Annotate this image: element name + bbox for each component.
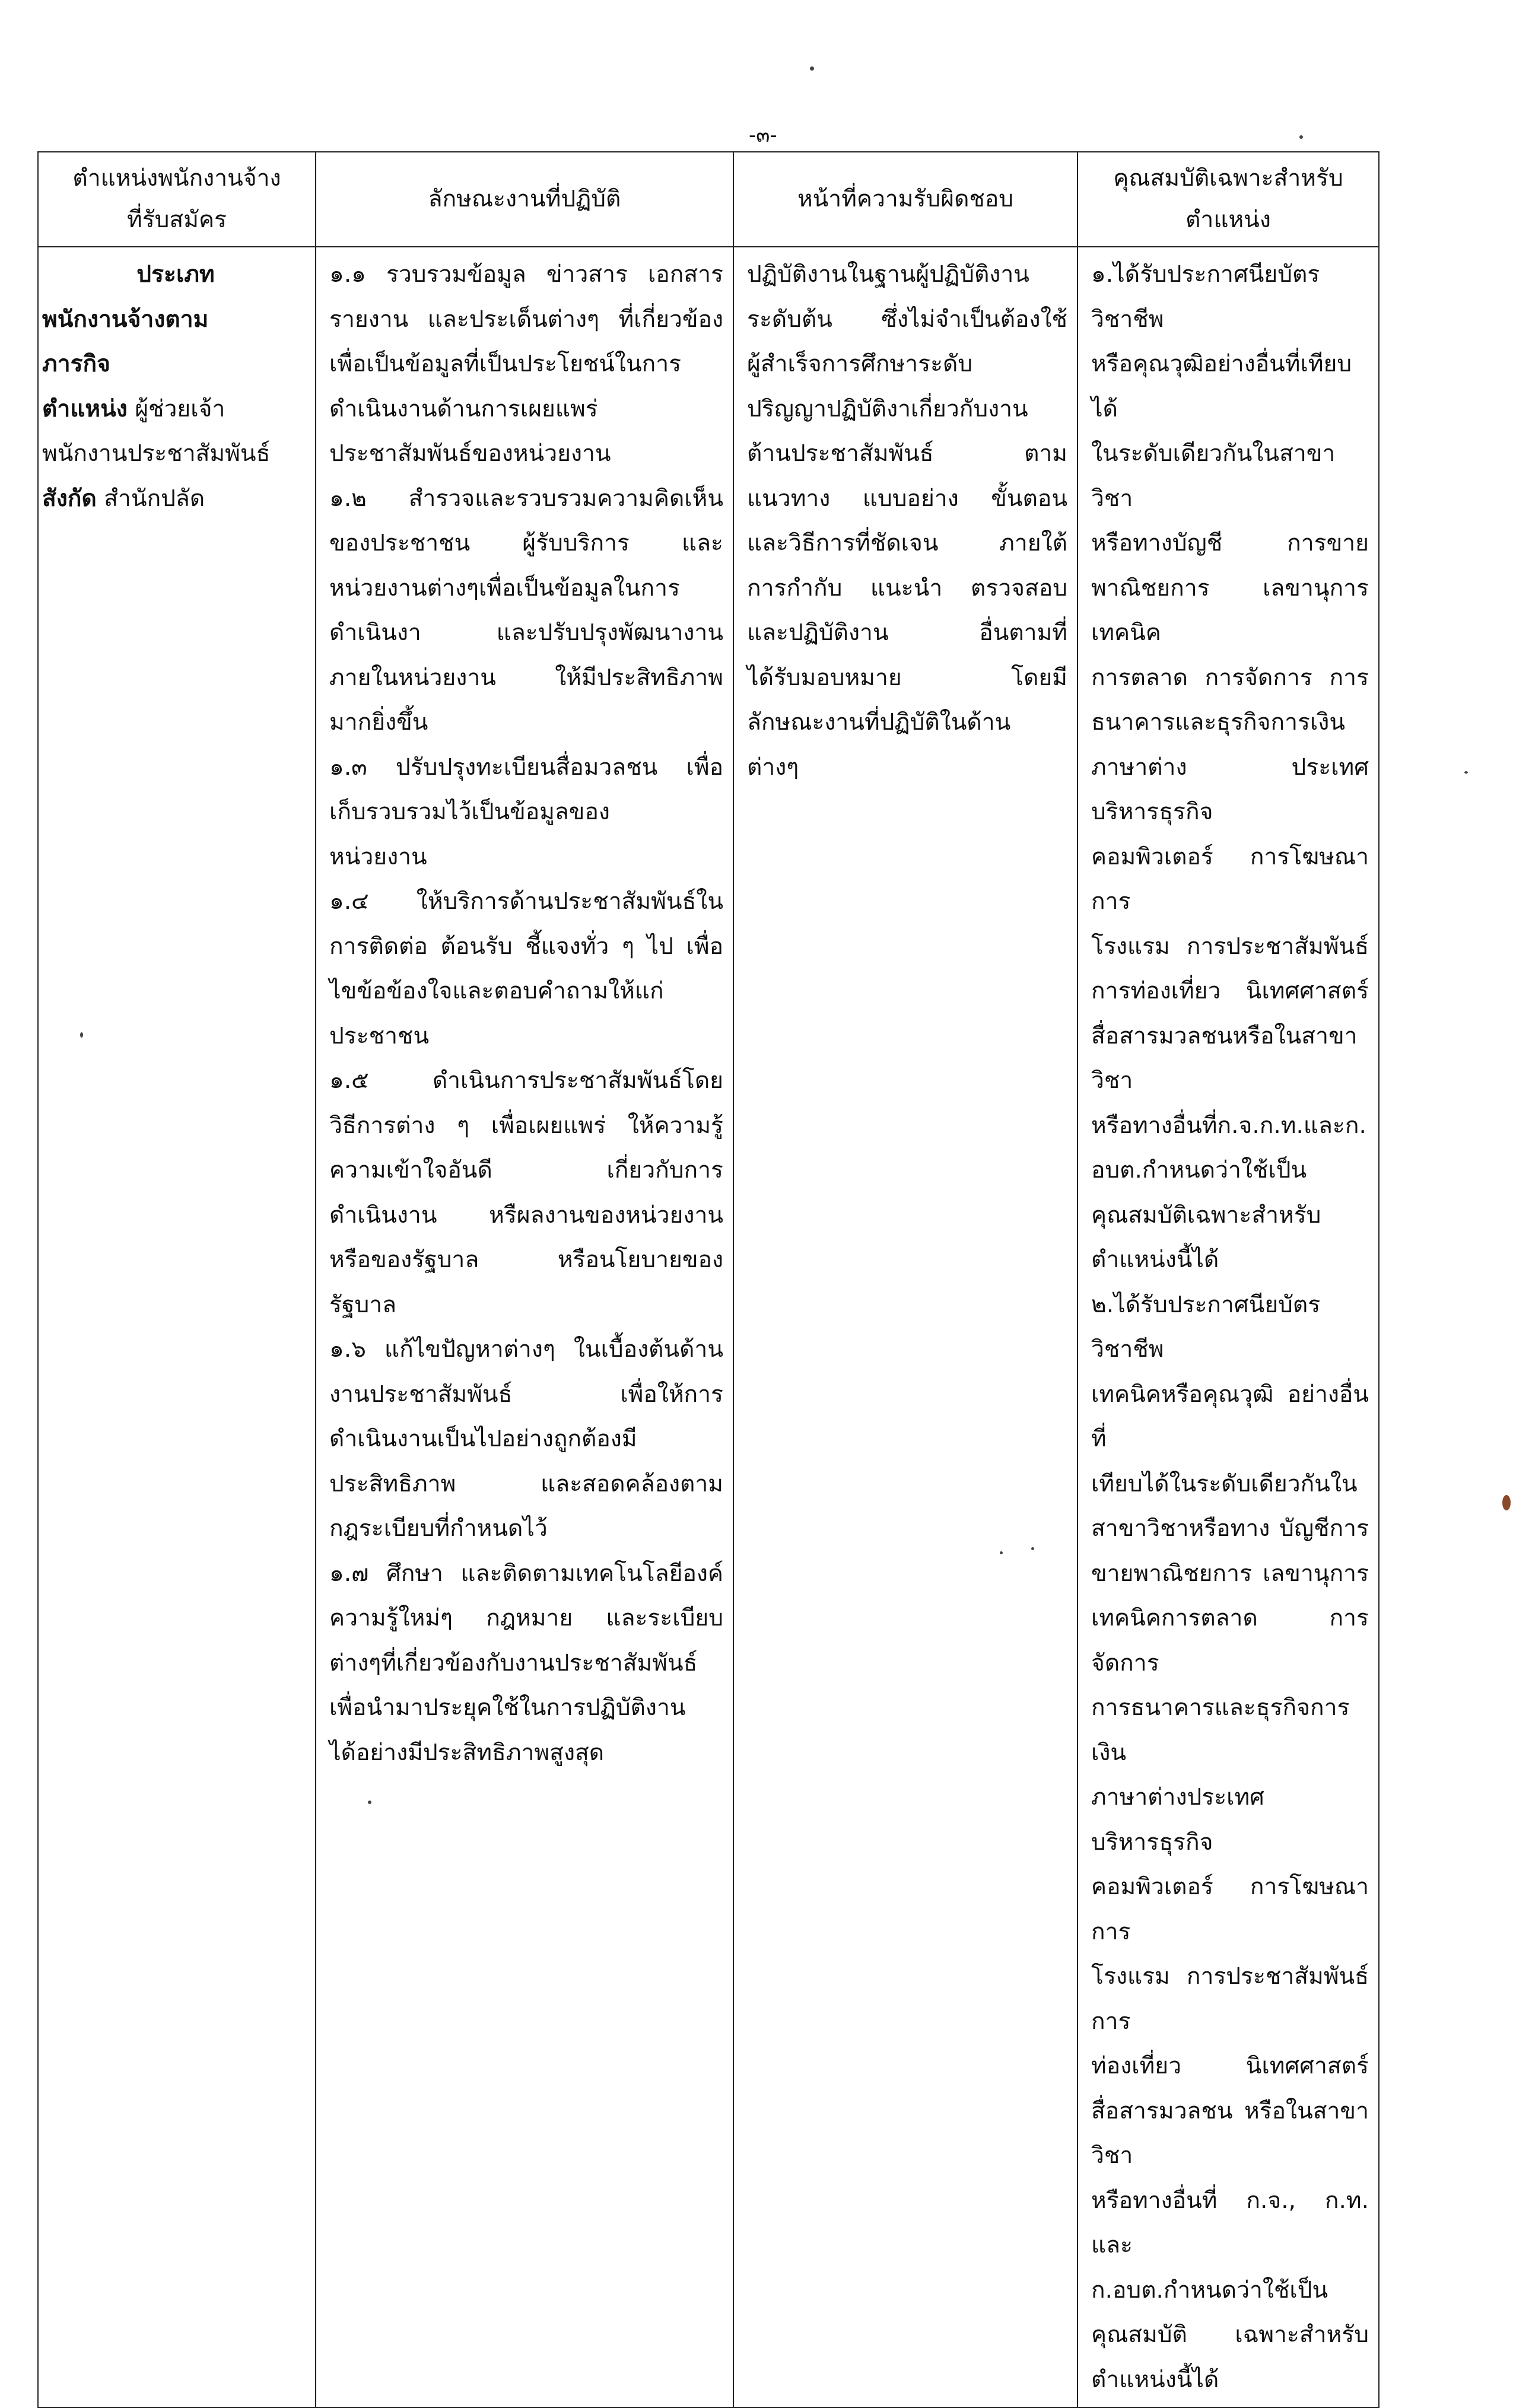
cell-line: ดำเนินงานเป็นไปอย่างถูกต้องมี [329,1426,637,1452]
cell-line: ต่างๆที่เกี่ยวข้องกับงานประชาสัมพันธ์ [329,1649,698,1677]
responsibilities-cell [733,247,1077,2407]
recruitment-table [37,151,1380,2408]
position-type-value-line [42,342,309,387]
cell-line: การกำกับ แนะนำ ตรวจสอบ [747,574,1067,602]
cell-line: ประชาสัมพันธ์ของหน่วยงาน [329,440,611,467]
cell-line: ได้อย่างมีประสิทธิภาพสูงสุด [329,1739,605,1766]
cell-line: การท่องเที่ยว นิเทศศาสตร์ [1091,978,1369,1004]
header-job-description: ลักษณะงานที่ปฏิบัติ [316,152,733,247]
cell-line: ความเข้าใจอันดี เกี่ยวกับการ [329,1157,723,1184]
cell-line: หรือทางอื่นที่ก.จ.ก.ท.และก. [1091,1112,1366,1139]
cell-line: รายงาน และประเด็นต่างๆ ที่เกี่ยวข้อง [329,306,723,333]
position-cell [38,247,316,2407]
job-description-cell [316,247,733,2407]
affiliation-value: สำนักปลัด [104,485,205,512]
position-name-line [42,387,309,432]
cell-line: ได้รับมอบหมาย โดยมี [747,664,1067,691]
scan-speck [80,1032,83,1038]
header-position: ตำแหน่งพนักงานจ้าง ที่รับสมัคร [38,152,316,247]
cell-line: หรือของรัฐบาล หรือนโยบายของ [329,1246,723,1273]
cell-line: คอมพิวเตอร์ การโฆษณา การ [1091,843,1369,915]
cell-line: การตลาด การจัดการ การ [1091,664,1369,691]
cell-line: ภาษาต่าง ประเทศบริหารธุรกิจ [1091,753,1369,825]
cell-line: ในระดับเดียวกันในสาขาวิชา [1091,440,1336,512]
cell-line: คอมพิวเตอร์ การโฆษณา การ [1091,1873,1369,1945]
cell-line: คุณสมบัติเฉพาะสำหรับ [1091,1201,1321,1229]
cell-line: ประสิทธิภาพ และสอดคล้องตาม [329,1470,723,1497]
cell-line: ระดับต้น ซึ่งไม่จำเป็นต้องใช้ [747,306,1067,333]
cell-line: การติดต่อ ต้อนรับ ชี้แจงทั่ว ๆ ไป เพื่อ [329,933,723,960]
cell-line: ดำเนินงา และปรับปรุงพัฒนางาน [329,619,723,646]
scan-speck [368,1801,371,1804]
position-name-line [42,431,309,476]
cell-line: กฎระเบียบที่กำหนดไว้ [329,1515,548,1542]
cell-line: คุณสมบัติ เฉพาะสำหรับ [1091,2321,1369,2348]
position-name-label: ตำแหน่ง [42,395,128,422]
cell-line: ผู้สำเร็จการศึกษาระดับ [747,351,973,377]
cell-line: เทคนิคหรือคุณวุฒิ อย่างอื่นที่ [1091,1380,1369,1452]
table-row [38,247,1379,2407]
affiliation-label: สังกัด [42,485,97,512]
cell-line: เก็บรวบรวมไว้เป็นข้อมูลของ [329,799,610,825]
cell-line: ๒.ได้รับประกาศนียบัตรวิชาชีพ [1091,1291,1321,1363]
cell-line: โรงแรม การประชาสัมพันธ์การ [1091,1963,1369,2035]
cell-line: การธนาคารและธุรกิจการเงิน [1091,1694,1350,1766]
affiliation-line [42,476,309,521]
cell-line: ตำแหน่งนี้ได้ [1091,1246,1219,1273]
cell-line: แนวทาง แบบอย่าง ขั้นตอน [747,485,1067,512]
position-name-value-1: ผู้ช่วยเจ้า [135,395,225,422]
position-type-value-1: พนักงานจ้างตาม [42,306,209,333]
position-type-value-line [42,297,309,342]
scan-speck [1299,135,1303,139]
cell-line: โรงแรม การประชาสัมพันธ์ [1091,933,1369,960]
cell-line: ๑.๓ ปรับปรุงทะเบียนสื่อมวลชน เพื่อ [329,753,723,781]
cell-line: หรือคุณวุฒิอย่างอื่นที่เทียบได้ [1091,351,1352,422]
cell-line: และวิธีการที่ชัดเจน ภายใต้ [747,530,1067,556]
cell-line: ๑.๔ ให้บริการด้านประชาสัมพันธ์ใน [329,888,723,915]
cell-line: ภาษาต่างประเทศ บริหารธุรกิจ [1091,1784,1264,1856]
cell-line: ต่างๆ [747,753,799,781]
cell-line: ๑.๒ สำรวจและรวบรวมความคิดเห็น [329,485,723,512]
page-number: -๓- [749,123,777,147]
position-type-label-line [42,252,309,297]
cell-line: งานประชาสัมพันธ์ เพื่อให้การ [329,1380,723,1408]
cell-line: ตำแหน่งนี้ได้ [1091,2366,1219,2393]
cell-line: พาณิชยการ เลขานุการ เทคนิค [1091,574,1369,646]
cell-line: เทคนิคการตลาด การจัดการ [1091,1605,1369,1677]
cell-line: ธนาคารและธุรกิจการเงิน [1091,709,1345,736]
cell-line: ๑.๑ รวบรวมข้อมูล ข่าวสาร เอกสาร [329,261,723,288]
scan-speck [1464,771,1468,774]
cell-line: ความรู้ใหม่ๆ กฎหมาย และระเบียบ [329,1605,723,1631]
position-type-label: ประเภท [136,261,215,288]
cell-line: ปฏิบัติงานในฐานผู้ปฏิบัติงาน [747,261,1029,288]
cell-line: ลักษณะงานที่ปฏิบัติในด้าน [747,709,1011,736]
cell-line: ประชาชน [329,1022,430,1049]
cell-line: หน่วยงาน [329,843,427,870]
cell-line: ต้านประชาสัมพันธ์ ตาม [747,440,1067,467]
cell-line: ขายพาณิชยการ เลขานุการ [1091,1560,1369,1587]
scan-speck [1031,1547,1034,1550]
cell-line: ๑.๕ ดำเนินการประชาสัมพันธ์โดย [329,1067,723,1094]
cell-line: มากยิ่งขึ้น [329,709,428,736]
cell-line: สาขาวิชาหรือทาง บัญชีการ [1091,1515,1369,1542]
cell-line: สื่อสารมวลชน หรือในสาขาวิชา [1091,2097,1369,2169]
qualifications-cell [1077,247,1379,2407]
position-name-value-2: พนักงานประชาสัมพันธ์ [42,440,271,467]
cell-line: ๑.๗ ศึกษา และติดตามเทคโนโลยีองค์ [329,1560,723,1587]
header-qualifications: คุณสมบัติเฉพาะสำหรับ ตำแหน่ง [1077,152,1379,247]
cell-line: อบต.กำหนดว่าใช้เป็น [1091,1157,1307,1184]
cell-line: ปริญญาปฏิบัติงาเกี่ยวกับงาน [747,395,1028,422]
cell-line: ๑.ได้รับประกาศนียบัตรวิชาชีพ [1091,261,1320,333]
cell-line: ดำเนินงาน หรืผลงานของหน่วยงาน [329,1201,723,1229]
cell-line: และปฏิบัติงาน อื่นตามที่ [747,619,1067,646]
table-header-row [38,152,1379,247]
cell-line: ภายในหน่วยงาน ให้มีประสิทธิภาพ [329,664,723,691]
scan-smudge [1502,1495,1511,1510]
cell-line: หรือทางบัญชี การขาย [1091,530,1369,556]
cell-line: ท่องเที่ยว นิเทศศาสตร์ [1091,2053,1369,2079]
cell-line: ดำเนินงานด้านการเผยแพร่ [329,395,598,422]
cell-line: เพื่อเป็นข้อมูลที่เป็นประโยชน์ในการ [329,351,682,377]
position-type-value-2: ภารกิจ [42,351,111,377]
cell-line: หรือทางอื่นที่ ก.จ., ก.ท. และ [1091,2187,1369,2259]
cell-line: รัฐบาล [329,1291,397,1318]
cell-line: เทียบได้ในระดับเดียวกันใน [1091,1470,1358,1497]
cell-line: เพื่อนำมาประยุคใช้ในการปฏิบัติงาน [329,1694,686,1721]
header-responsibilities: หน้าที่ความรับผิดชอบ [733,152,1077,247]
cell-line: วิธีการต่าง ๆ เพื่อเผยแพร่ ให้ความรู้ [329,1112,723,1139]
scan-speck [1000,1551,1003,1554]
cell-line: หน่วยงานต่างๆเพื่อเป็นข้อมูลในการ [329,574,680,602]
cell-line: สื่อสารมวลชนหรือในสาขา วิชา [1091,1022,1358,1094]
scan-speck [810,66,814,71]
cell-line: ของประชาชน ผู้รับบริการ และ [329,530,723,556]
cell-line: ๑.๖ แก้ไขปัญหาต่างๆ ในเบื้องต้นด้าน [329,1336,723,1363]
cell-line: ก.อบต.กำหนดว่าใช้เป็น [1091,2276,1328,2304]
cell-line: ไขข้อข้องใจและตอบคำถามให้แก่ [329,978,664,1004]
